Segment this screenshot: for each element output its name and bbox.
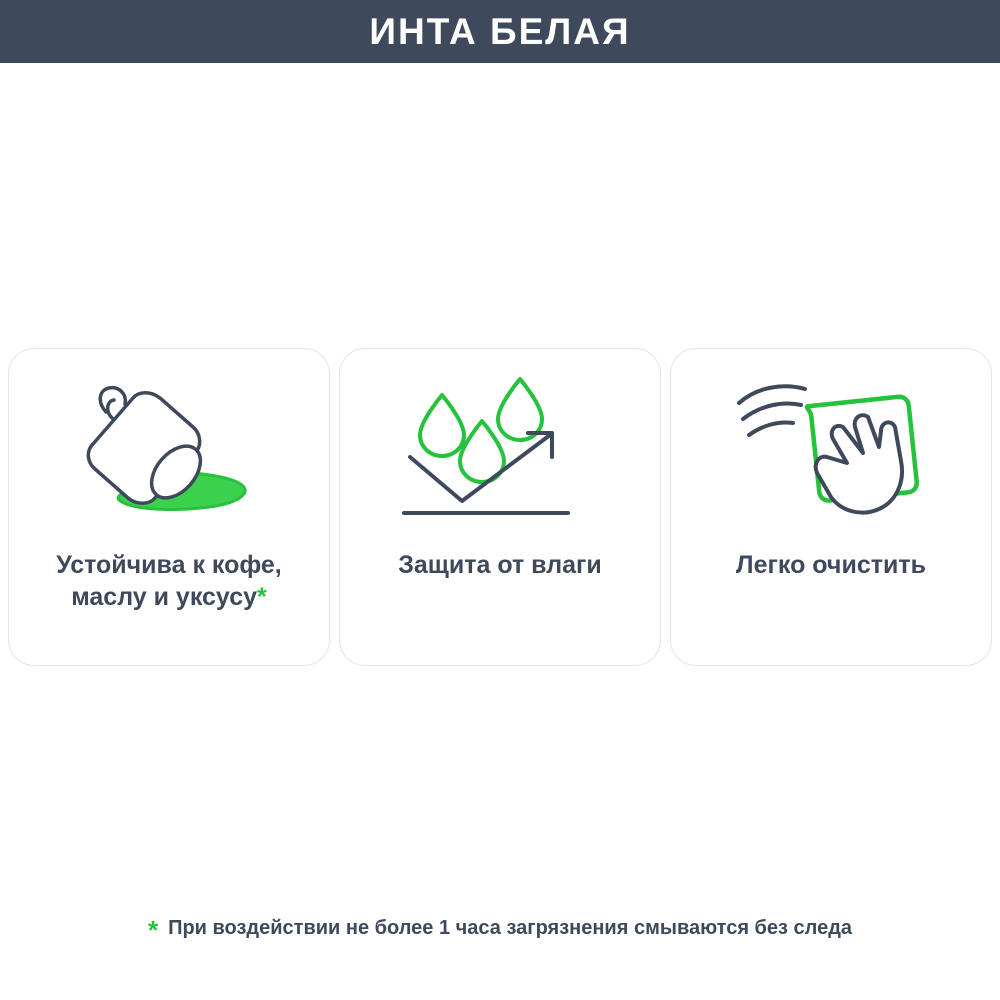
footnote [0,915,1000,945]
feature-card-label [720,549,942,581]
footnote-asterisk-icon: * [147,915,159,945]
feature-label-line1: Устойчива к кофе, [56,551,282,579]
water-drops-repel-icon [340,349,660,549]
asterisk-marker: * [257,583,267,611]
spilled-cup-icon [9,349,329,549]
hand-wiping-cloth-icon [671,349,991,549]
header-bar [0,0,1000,63]
feature-card-stain-resistance [8,348,330,666]
feature-card-label [40,549,298,613]
footnote-text: При воздействии не более 1 часа загрязнения смываются без следа [168,917,853,939]
feature-card-list [8,348,992,666]
feature-label-line2: маслу и уксусу [71,583,258,611]
feature-card-label [382,549,618,581]
feature-label-line1: Легко очистить [736,551,926,579]
feature-card-easy-clean [670,348,992,666]
feature-label-line1: Защита от влаги [398,551,602,579]
feature-card-moisture-protection [339,348,661,666]
page-title: ИНТА БЕЛАЯ [369,11,631,52]
